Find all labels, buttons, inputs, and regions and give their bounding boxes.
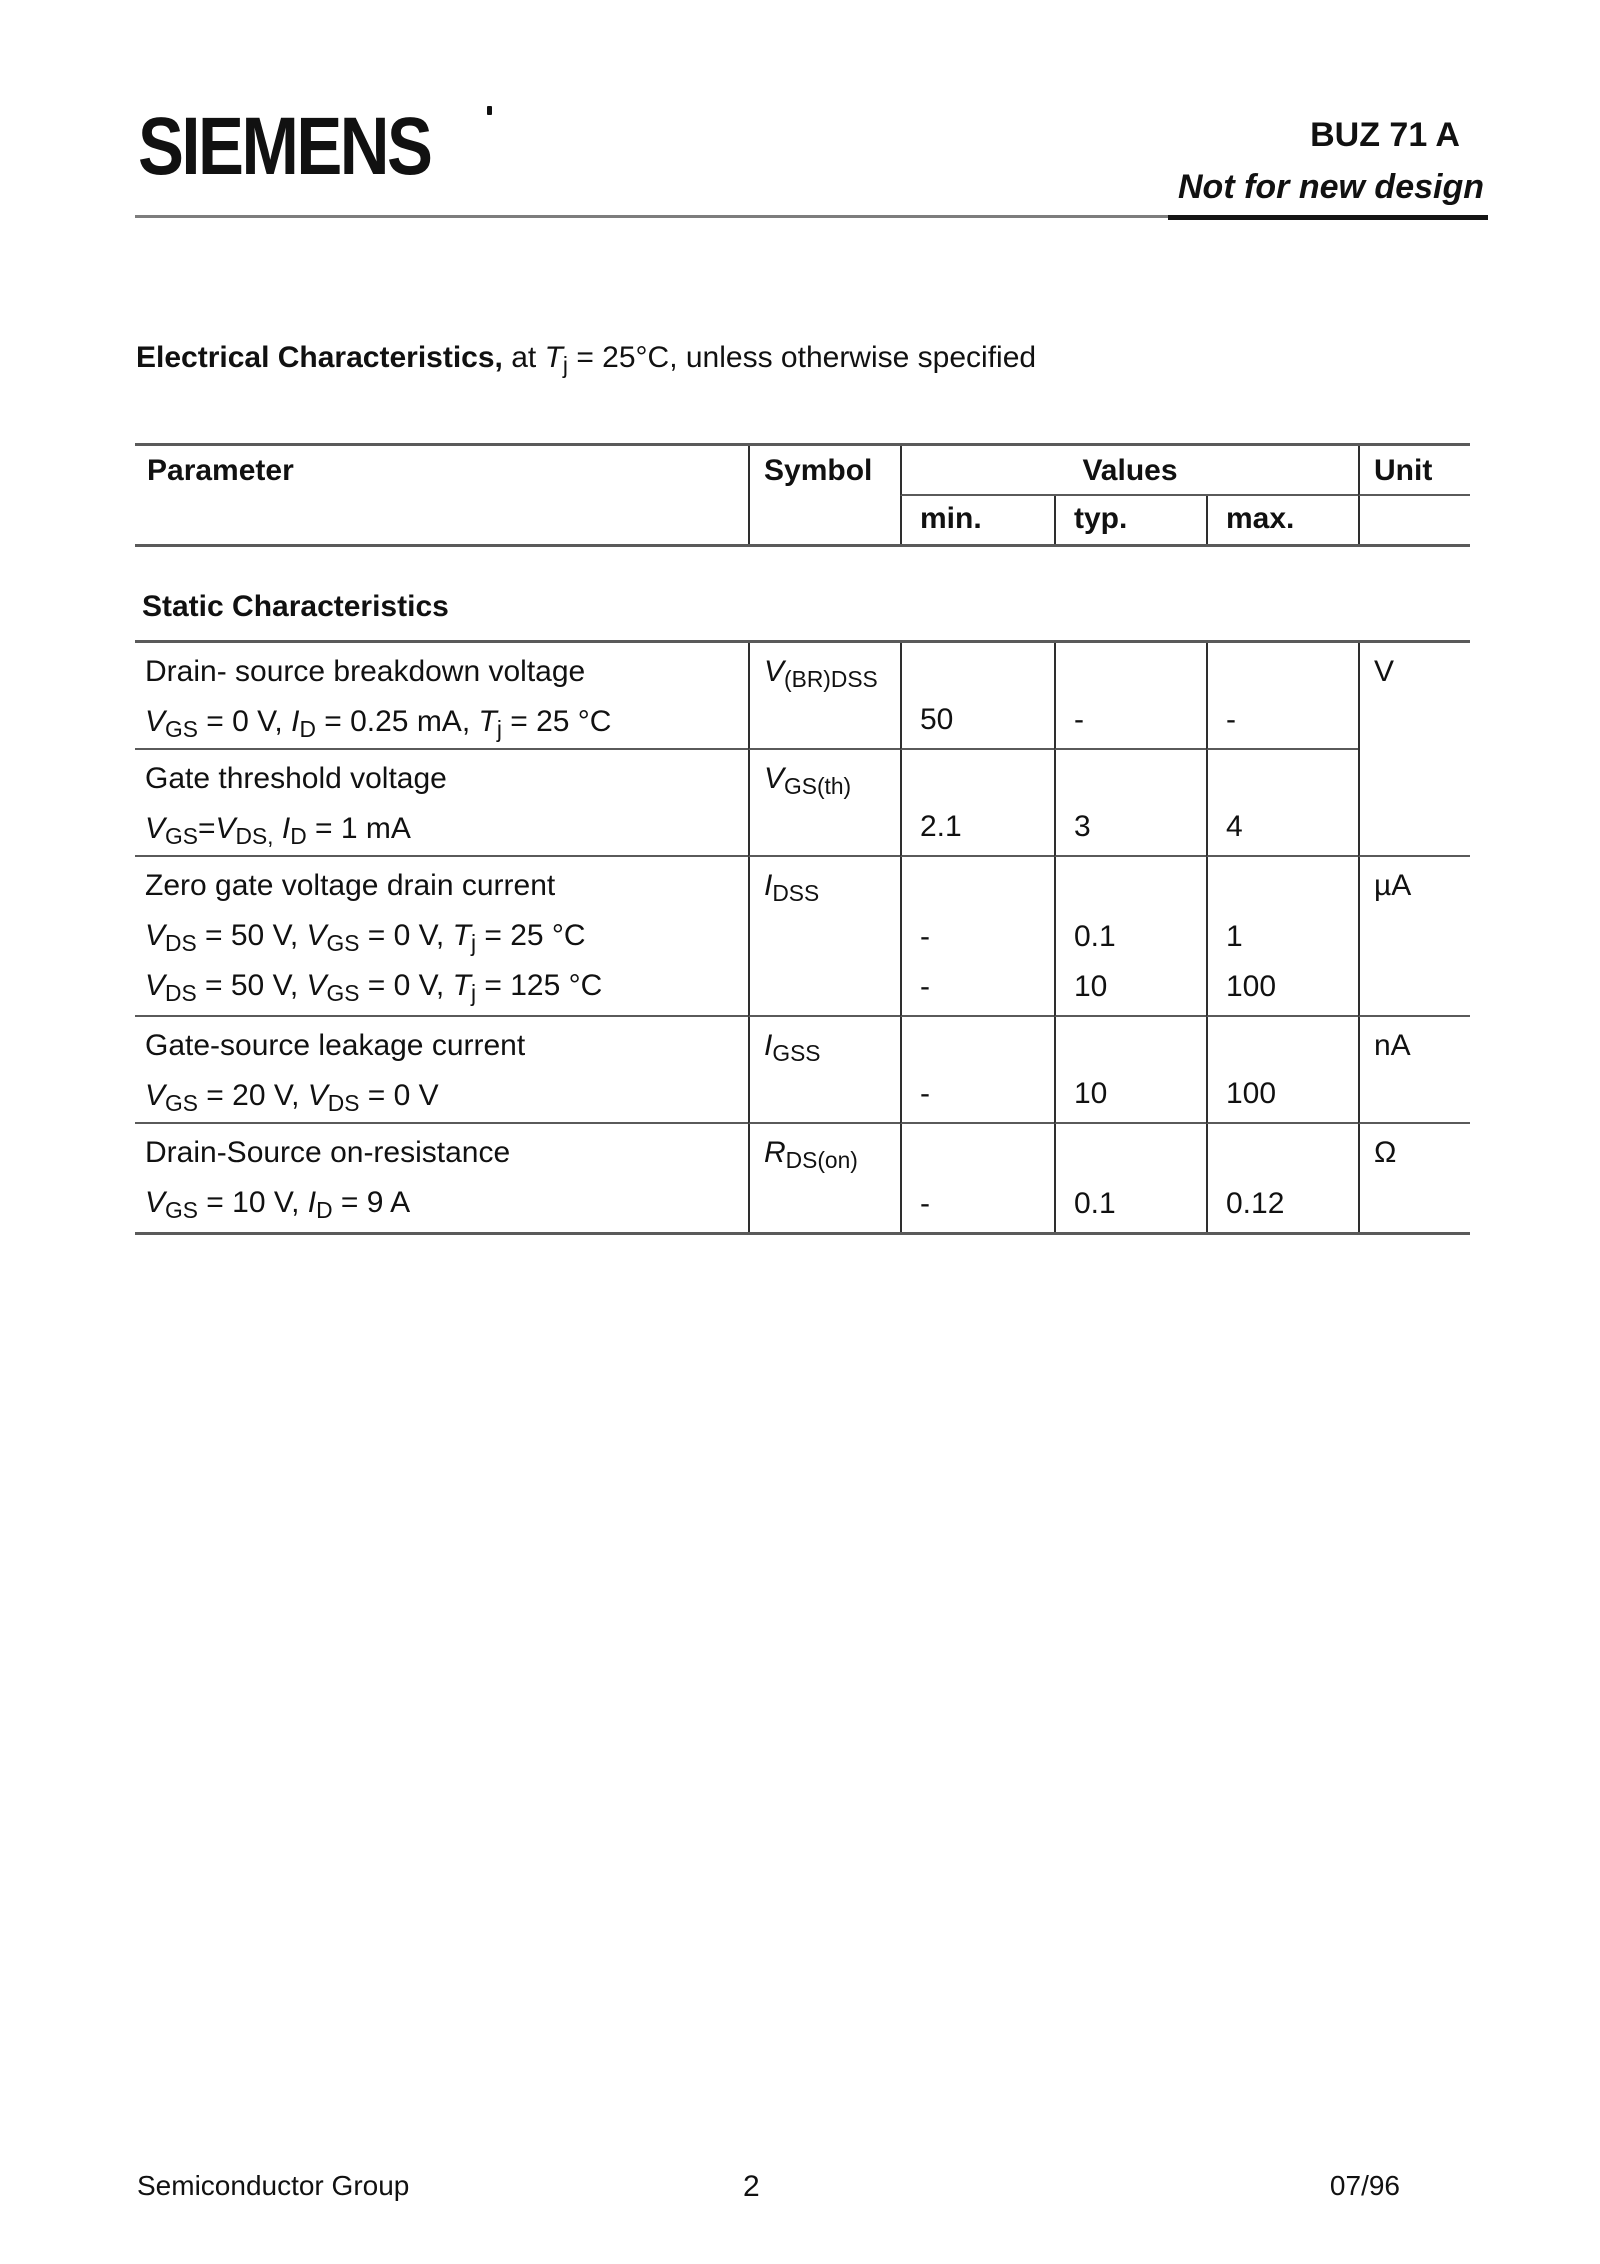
parameter-cell [135,857,748,1017]
unit-text: µA [1374,869,1412,902]
footer-page-number: 2 [743,2170,760,2203]
unit-text [1374,754,1470,804]
footer-group-name: Semiconductor Group [137,2170,410,2201]
value-text: - [920,1077,930,1110]
value-text: 0.12 [1226,1187,1285,1220]
value-text: 0.1 [1074,1187,1116,1220]
table-row [135,1124,1470,1232]
unit-text: Ω [1374,1136,1397,1169]
symbol-text: $R_{DS(on)}$ [764,1136,858,1173]
parameter-cell [135,1124,748,1232]
parameter-name: Drain-Source on-resistance [145,1136,511,1169]
column-header-max: max. [1206,496,1358,544]
column-header-unit: Unit [1358,446,1470,496]
column-header-values: Values [900,446,1358,496]
parameter-cell [135,643,748,750]
min-cell [900,857,1054,1017]
value-text: - [920,920,930,953]
value-text: 1 [1226,920,1243,953]
column-header-symbol: Symbol [748,446,900,544]
value-text: - [920,970,930,1003]
typ-cell [1054,643,1206,750]
parameter-name: Gate-source leakage current [145,1029,526,1062]
symbol-text: $V_{GS(th)}$ [764,762,852,799]
unit-cell [1358,750,1470,857]
unit-text: nA [1374,1029,1411,1062]
parameter-cell [135,1017,748,1124]
parameter-name: Gate threshold voltage [145,762,447,795]
logo-trademark-mark [487,106,492,115]
table-row [135,857,1470,1017]
max-cell [1206,1124,1358,1232]
parameter-name: Drain- source breakdown voltage [145,655,586,688]
column-header-typ: typ. [1054,496,1206,544]
value-text: - [1226,703,1236,736]
unit-cell [1358,1124,1470,1232]
column-header-min: min. [900,496,1054,544]
value-text: 10 [1074,970,1108,1003]
value-text: 4 [1226,810,1243,843]
unit-cell [1358,1017,1470,1124]
test-condition: $V_{DS} = 50$ V, $V_{GS} = 0$ V, $T_j = 125$ °C [145,969,603,1006]
test-condition: $V_{GS} = 20$ V, $V_{DS} = 0$ V [145,1079,439,1116]
value-text: 100 [1226,970,1277,1003]
table-row [135,643,1470,750]
column-header-parameter: Parameter [147,454,294,487]
unit-text: V [1374,655,1395,688]
table-row [135,750,1470,857]
test-condition: $V_{GS} = 10$ V, $I_D = 9$ A [145,1186,411,1223]
typ-cell [1054,857,1206,1017]
symbol-cell [748,1017,900,1124]
symbol-text: $I_{GSS}$ [764,1029,821,1066]
symbol-text: $V_{(BR)DSS}$ [764,655,878,692]
test-condition: $V_{GS}=V_{DS,}$ $I_D = 1$ mA [145,812,411,849]
footer-date: 07/96 [1329,2170,1400,2201]
symbol-cell [748,643,900,750]
max-cell [1206,643,1358,750]
symbol-text: $I_{DSS}$ [764,869,820,906]
table-row [135,1017,1470,1124]
min-cell [900,750,1054,857]
parameter-cell [135,750,748,857]
part-number: BUZ 71 A [1310,116,1460,154]
section-title: Static Characteristics [142,590,449,623]
page-title: Electrical Characteristics, at $T_j = 25^\circ C$, unless otherwise specified [136,341,1037,378]
max-cell [1206,857,1358,1017]
design-notice: Not for new design [1168,168,1488,220]
typ-cell [1054,750,1206,857]
unit-cell [1358,643,1470,750]
value-text: 10 [1074,1077,1108,1110]
symbol-cell [748,857,900,1017]
value-text: 3 [1074,810,1091,843]
typ-cell [1054,1124,1206,1232]
siemens-logo: SIEMENS [138,101,431,192]
value-text: - [920,1187,930,1220]
column-header-unit-spacer [1358,496,1470,544]
min-cell [900,1124,1054,1232]
value-text: - [1074,703,1084,736]
test-condition: $V_{DS} = 50$ V, $V_{GS} = 0$ V, $T_j = 25$ °C [145,919,586,956]
min-cell [900,1017,1054,1124]
max-cell [1206,750,1358,857]
value-text: 50 [920,703,954,736]
test-condition: $V_{GS} = 0$ V, $I_D = 0.25$ mA, $T_j = 25$ °C [145,705,612,742]
parameter-name: Zero gate voltage drain current [145,869,556,902]
value-text: 100 [1226,1077,1277,1110]
symbol-cell [748,1124,900,1232]
value-text: 0.1 [1074,920,1116,953]
typ-cell [1054,1017,1206,1124]
characteristics-table [135,640,1470,1235]
value-text: 2.1 [920,810,962,843]
table-header [135,443,1470,547]
symbol-cell [748,750,900,857]
unit-cell [1358,857,1470,1017]
min-cell [900,643,1054,750]
max-cell [1206,1017,1358,1124]
